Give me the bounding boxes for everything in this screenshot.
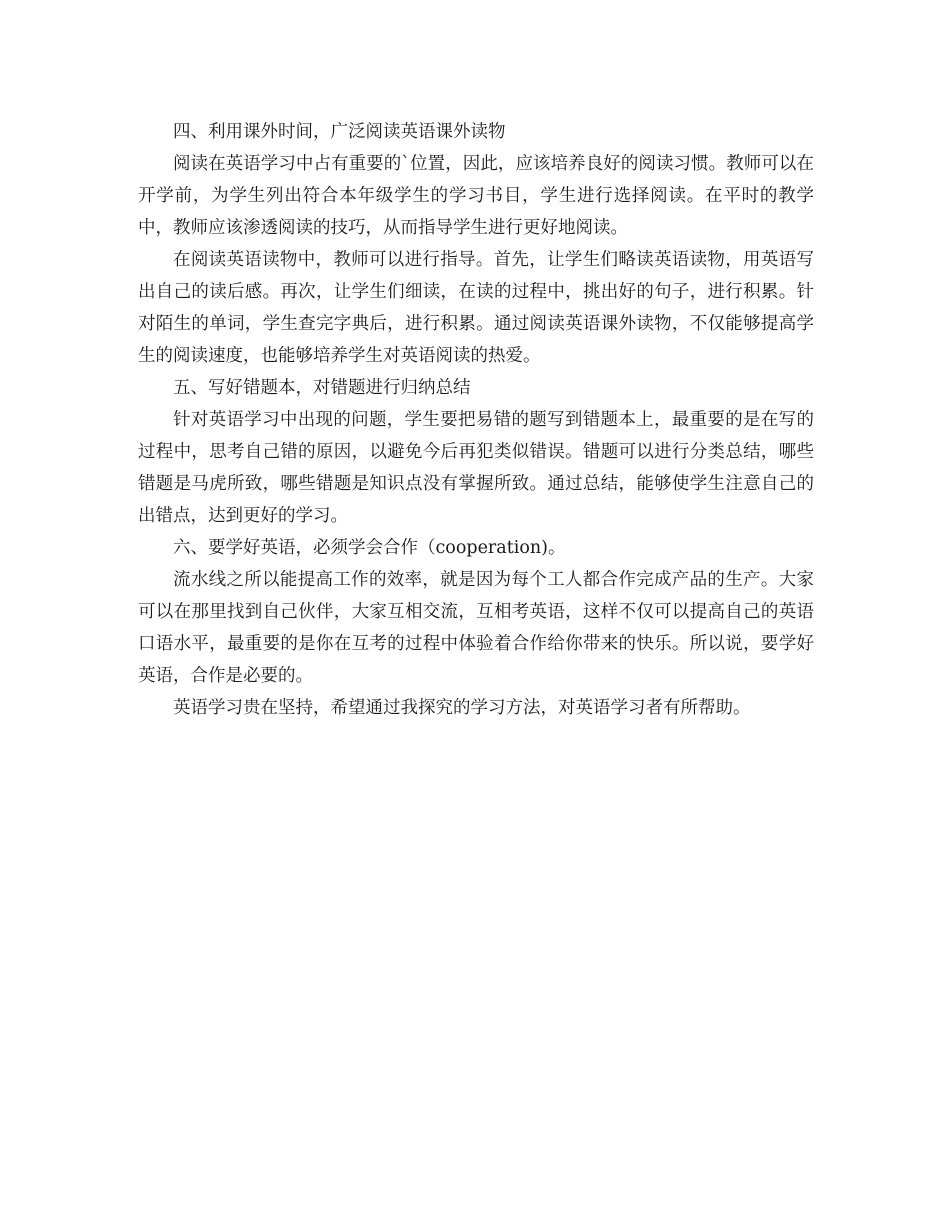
body-paragraph: 针对英语学习中出现的问题，学生要把易错的题写到错题本上，最重要的是在写的过程中，思考自己错的原因，以避免今后再犯类似错误。错题可以进行分类总结，哪些错题是马虎所致，哪些错题是知识点没有掌握所致。通过总结，能够使学生注意自己的出错点，达到更好的学习。: [138, 410, 814, 526]
body-paragraph: 在阅读英语读物中，教师可以进行指导。首先，让学生们略读英语读物，用英语写出自己的读后感。再次，让学生们细读，在读的过程中，挑出好的句子，进行积累。针对陌生的单词，学生查完字典后，进行积累。通过阅读英语课外读物，不仅能够提高学生的阅读速度，也能够培养学生对英语阅读的热爱。: [138, 250, 814, 366]
body-paragraph: 阅读在英语学习中占有重要的`位置，因此，应该培养良好的阅读习惯。教师可以在开学前，为学生列出符合本年级学生的学习书目，学生进行选择阅读。在平时的教学中，教师应该渗透阅读的技巧，从而指导学生进行更好地阅读。: [138, 154, 814, 238]
document-body: [138, 116, 814, 724]
section-heading-5: 五、写好错题本，对错题进行归纳总结: [173, 378, 471, 398]
closing-paragraph: 英语学习贵在坚持，希望通过我探究的学习方法，对英语学习者有所帮助。: [173, 698, 751, 718]
body-paragraph: 流水线之所以能提高工作的效率，就是因为每个工人都合作完成产品的生产。大家可以在那里找到自己伙伴，大家互相交流，互相考英语，这样不仅可以提高自己的英语口语水平，最重要的是你在互考的过程中体验着合作给你带来的快乐。所以说，要学好英语，合作是必要的。: [138, 570, 814, 686]
section-heading-6: 六、要学好英语，必须学会合作（cooperation)。: [173, 538, 566, 558]
section-heading-4: 四、利用课外时间，广泛阅读英语课外读物: [173, 122, 506, 142]
